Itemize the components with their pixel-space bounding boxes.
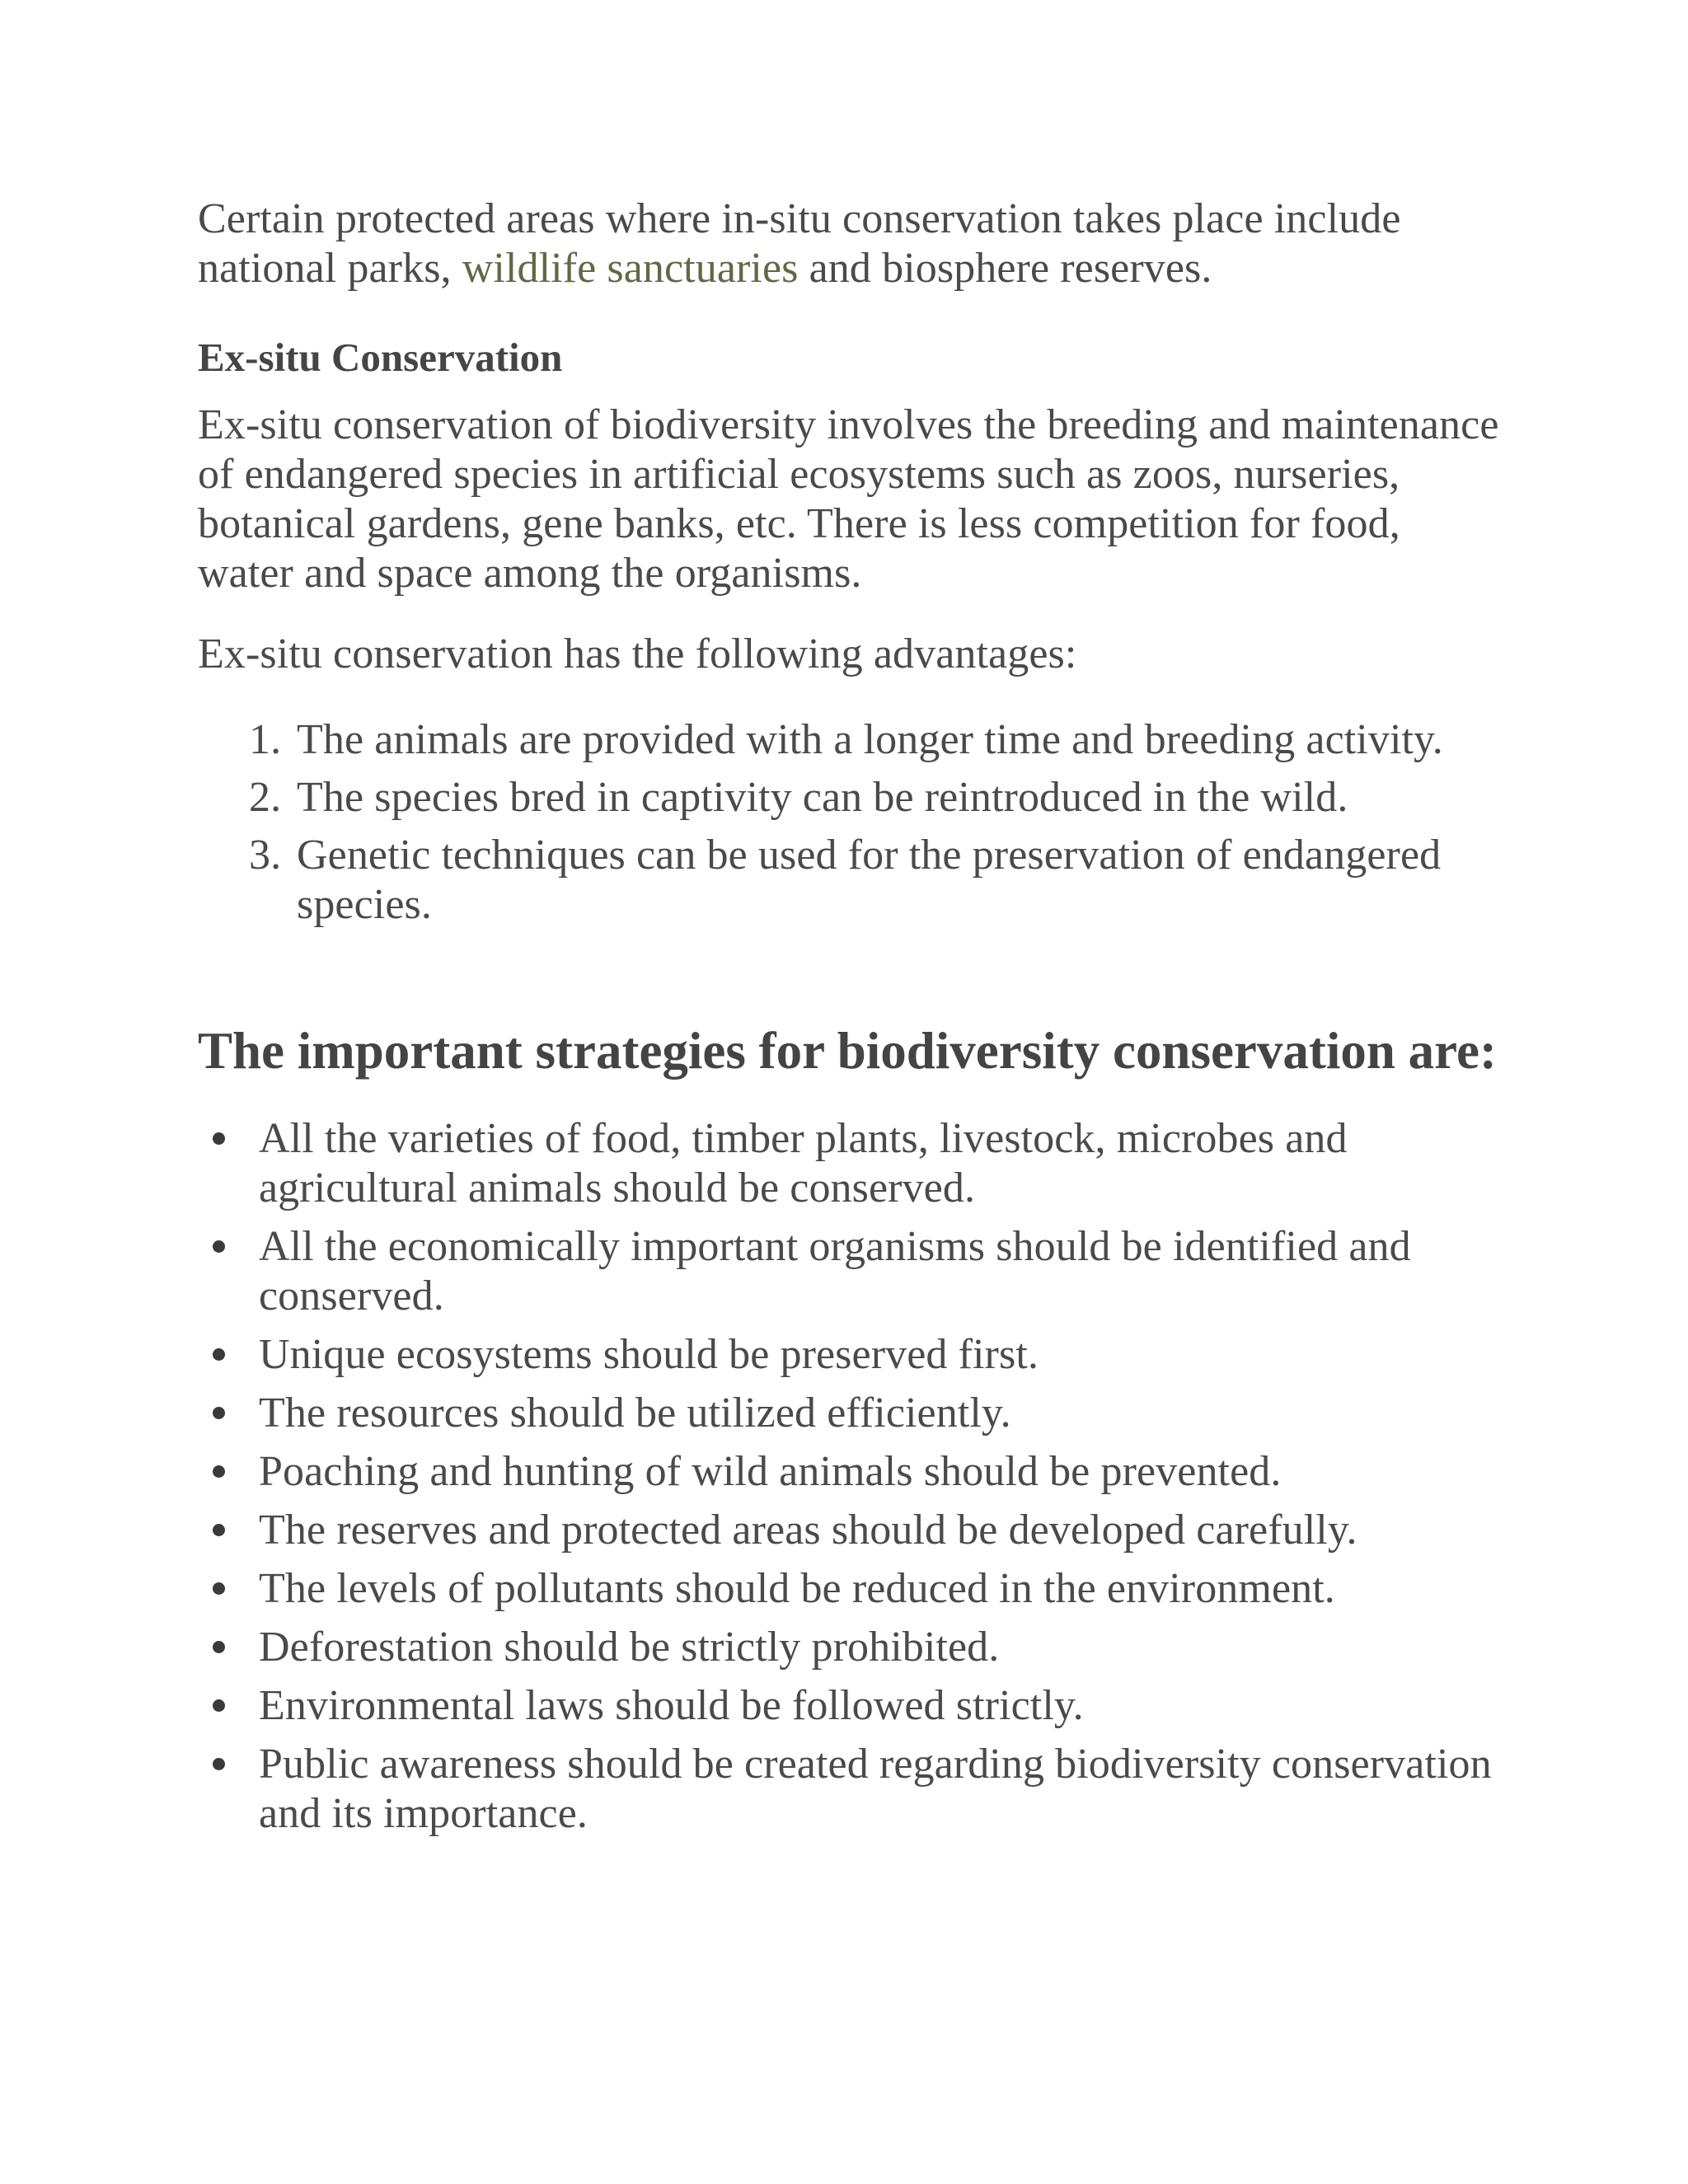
list-item-text: The animals are provided with a longer time and breeding activity. xyxy=(297,716,1443,763)
list-item xyxy=(198,1681,1500,1731)
list-item-text: The reserves and protected areas should be developed carefully. xyxy=(259,1507,1357,1554)
list-item-text: Public awareness should be created regarding biodiversity conservation and its importance. xyxy=(259,1741,1492,1837)
list-number: 2. xyxy=(249,774,282,821)
list-item-text: All the economically important organisms should be identified and conserved. xyxy=(259,1223,1411,1319)
list-item-text: The levels of pollutants should be reduced in the environment. xyxy=(259,1565,1335,1612)
list-item xyxy=(198,715,1500,765)
list-item xyxy=(198,1740,1500,1839)
list-item xyxy=(198,1114,1500,1213)
list-item xyxy=(198,1506,1500,1555)
list-number: 1. xyxy=(249,716,282,763)
document-page xyxy=(198,194,1500,1848)
bullet-icon xyxy=(213,1132,225,1145)
list-item xyxy=(198,773,1500,823)
list-item xyxy=(198,1623,1500,1672)
strategies-heading: The important strategies for biodiversity conservation are: xyxy=(198,1022,1497,1080)
bullet-icon xyxy=(213,1758,225,1770)
intro-paragraph xyxy=(198,194,1500,293)
list-item-text: Unique ecosystems should be preserved first. xyxy=(259,1331,1039,1378)
list-item-text: Deforestation should be strictly prohibited. xyxy=(259,1624,1000,1671)
list-item-text: The species bred in captivity can be reintroduced in the wild. xyxy=(297,774,1348,821)
list-item-text: The resources should be utilized efficiently. xyxy=(259,1390,1011,1436)
advantages-intro: Ex-situ conservation has the following advantages: xyxy=(198,630,1077,677)
list-item xyxy=(198,1222,1500,1321)
list-item xyxy=(198,1564,1500,1614)
bullet-icon xyxy=(213,1524,225,1536)
bullet-icon xyxy=(213,1641,225,1653)
list-item xyxy=(198,831,1500,930)
exsitu-heading: Ex-situ Conservation xyxy=(198,335,563,380)
bullet-icon xyxy=(213,1699,225,1712)
list-item xyxy=(198,1330,1500,1380)
bullet-icon xyxy=(213,1407,225,1419)
list-item-text: Environmental laws should be followed strictly. xyxy=(259,1682,1084,1729)
wildlife-sanctuaries-link[interactable]: wildlife sanctuaries xyxy=(462,245,799,292)
strategies-list xyxy=(198,1114,1500,1839)
bullet-icon xyxy=(213,1465,225,1478)
bullet-icon xyxy=(213,1348,225,1361)
list-item xyxy=(198,1389,1500,1438)
list-item-text: Genetic techniques can be used for the preservation of endangered species. xyxy=(297,832,1442,928)
exsitu-paragraph: Ex-situ conservation of biodiversity involves the breeding and maintenance of endangered species in artificial ecosystems such as zoos, nurseries, botanical gardens, gene banks, etc. There is less competition for food, water and space among the organisms. xyxy=(198,401,1499,597)
list-item-text: All the varieties of food, timber plants, livestock, microbes and agricultural animals should be conserved. xyxy=(259,1115,1348,1212)
intro-text-end: and biosphere reserves. xyxy=(798,245,1212,292)
advantages-list xyxy=(198,715,1500,930)
intro-text-start: Certain protected areas where in-situ conservation takes place include national parks, xyxy=(198,195,1401,292)
bullet-icon xyxy=(213,1582,225,1595)
list-item xyxy=(198,1447,1500,1497)
list-number: 3. xyxy=(249,832,282,879)
bullet-icon xyxy=(213,1240,225,1253)
list-item-text: Poaching and hunting of wild animals should be prevented. xyxy=(259,1448,1282,1495)
